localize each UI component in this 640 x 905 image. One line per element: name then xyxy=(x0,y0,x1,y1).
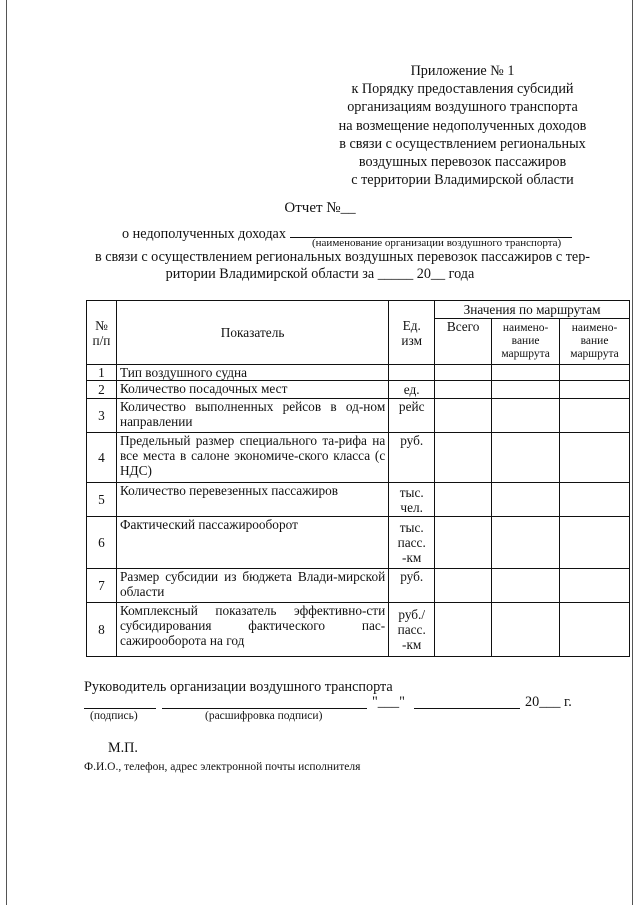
cell-route-2 xyxy=(560,517,630,569)
table-row xyxy=(87,381,630,399)
report-table xyxy=(86,300,630,657)
cell-total xyxy=(435,433,492,483)
annex-header xyxy=(300,62,625,189)
cell-route-2 xyxy=(560,569,630,603)
annex-line: воздушных перевозок пассажиров xyxy=(358,154,567,171)
row-unit: руб./ пасс. -км xyxy=(389,603,435,657)
cell-route-2 xyxy=(560,381,630,399)
signature-decode-caption: (расшифровка подписи) xyxy=(205,710,323,722)
cell-route-1 xyxy=(492,517,560,569)
header-indicator: Показатель xyxy=(116,301,388,365)
date-day-quotes: "___" xyxy=(372,694,405,710)
signature-line xyxy=(84,694,584,714)
scan-left-edge xyxy=(6,0,7,905)
cell-route-1 xyxy=(492,399,560,433)
row-indicator: Размер субсидии из бюджета Влади-мирской области xyxy=(116,569,388,603)
row-indicator: Комплексный показатель эффективно-сти субсидирования фактического пас-сажирооборота на год xyxy=(116,603,388,657)
table-row xyxy=(87,365,630,381)
header-route-2: наимено-вание маршрута xyxy=(560,319,630,365)
row-num: 2 xyxy=(87,381,117,399)
row-unit: тыс. чел. xyxy=(389,483,435,517)
report-subject-line-2: ритории Владимирской области за _____ 20__ года xyxy=(165,266,475,282)
row-indicator: Количество посадочных мест xyxy=(116,381,388,399)
annex-title: Приложение № 1 xyxy=(410,63,515,79)
annex-line: с территории Владимирской области xyxy=(351,172,574,189)
cell-total xyxy=(435,399,492,433)
row-num: 8 xyxy=(87,603,117,657)
cell-total xyxy=(435,603,492,657)
cell-route-1 xyxy=(492,365,560,381)
report-title: Отчет №__ xyxy=(284,200,356,216)
annex-line: в связи с осуществлением региональных xyxy=(339,135,586,152)
cell-route-2 xyxy=(560,399,630,433)
row-num: 7 xyxy=(87,569,117,603)
org-name-blank xyxy=(290,224,572,238)
row-num: 3 xyxy=(87,399,117,433)
row-indicator: Количество выполненных рейсов в од-ном направлении xyxy=(116,399,388,433)
signature-blank xyxy=(84,694,156,709)
row-unit: руб. xyxy=(389,433,435,483)
date-month-blank xyxy=(414,694,520,709)
stamp-placeholder: М.П. xyxy=(108,740,138,756)
row-num: 6 xyxy=(87,517,117,569)
row-num: 5 xyxy=(87,483,117,517)
report-subject-line-1: в связи с осуществлением региональных воздушных перевозок пассажиров с тер- xyxy=(95,249,591,265)
cell-total xyxy=(435,483,492,517)
row-indicator: Количество перевезенных пассажиров xyxy=(116,483,388,517)
row-num: 4 xyxy=(87,433,117,483)
table-row xyxy=(87,517,630,569)
header-route-1: наимено-вание маршрута xyxy=(492,319,560,365)
cell-total xyxy=(435,569,492,603)
header-num: № п/п xyxy=(87,301,117,365)
row-indicator: Тип воздушного судна xyxy=(116,365,388,381)
row-unit: тыс. пасс. -км xyxy=(389,517,435,569)
header-values-group: Значения по маршрутам xyxy=(435,301,630,319)
row-num: 1 xyxy=(87,365,117,381)
annex-line: организациям воздушного транспорта xyxy=(347,99,578,116)
row-unit: рейс xyxy=(389,399,435,433)
cell-route-1 xyxy=(492,433,560,483)
table-row xyxy=(87,483,630,517)
cell-route-1 xyxy=(492,483,560,517)
row-unit xyxy=(389,365,435,381)
cell-route-2 xyxy=(560,365,630,381)
date-year: 20___ г. xyxy=(525,694,572,710)
row-unit: руб. xyxy=(389,569,435,603)
executor-contacts: Ф.И.О., телефон, адрес электронной почты исполнителя xyxy=(84,761,361,773)
cell-route-2 xyxy=(560,603,630,657)
cell-route-2 xyxy=(560,433,630,483)
cell-route-1 xyxy=(492,603,560,657)
report-about-text: о недополученных доходах xyxy=(122,226,286,242)
header-total: Всего xyxy=(435,319,492,365)
scan-right-edge xyxy=(632,0,633,905)
table-row xyxy=(87,603,630,657)
cell-total xyxy=(435,365,492,381)
cell-total xyxy=(435,517,492,569)
annex-line: на возмещение недополученных доходов xyxy=(338,117,587,134)
cell-route-1 xyxy=(492,381,560,399)
cell-route-2 xyxy=(560,483,630,517)
row-indicator: Предельный размер специального та-рифа на все места в салоне экономиче-ского класса (с НДС) xyxy=(116,433,388,483)
signature-caption: (подпись) xyxy=(90,710,138,722)
table-row xyxy=(87,569,630,603)
table-row xyxy=(87,399,630,433)
signer-title: Руководитель организации воздушного транспорта xyxy=(84,679,393,695)
signature-decode-blank xyxy=(162,694,367,709)
cell-total xyxy=(435,381,492,399)
header-unit: Ед. изм xyxy=(389,301,435,365)
annex-line: к Порядку предоставления субсидий xyxy=(351,81,574,98)
cell-route-1 xyxy=(492,569,560,603)
table-row xyxy=(87,433,630,483)
row-unit: ед. xyxy=(389,381,435,399)
row-indicator: Фактический пассажирооборот xyxy=(116,517,388,569)
org-name-caption: (наименование организации воздушного транспорта) xyxy=(312,237,562,249)
